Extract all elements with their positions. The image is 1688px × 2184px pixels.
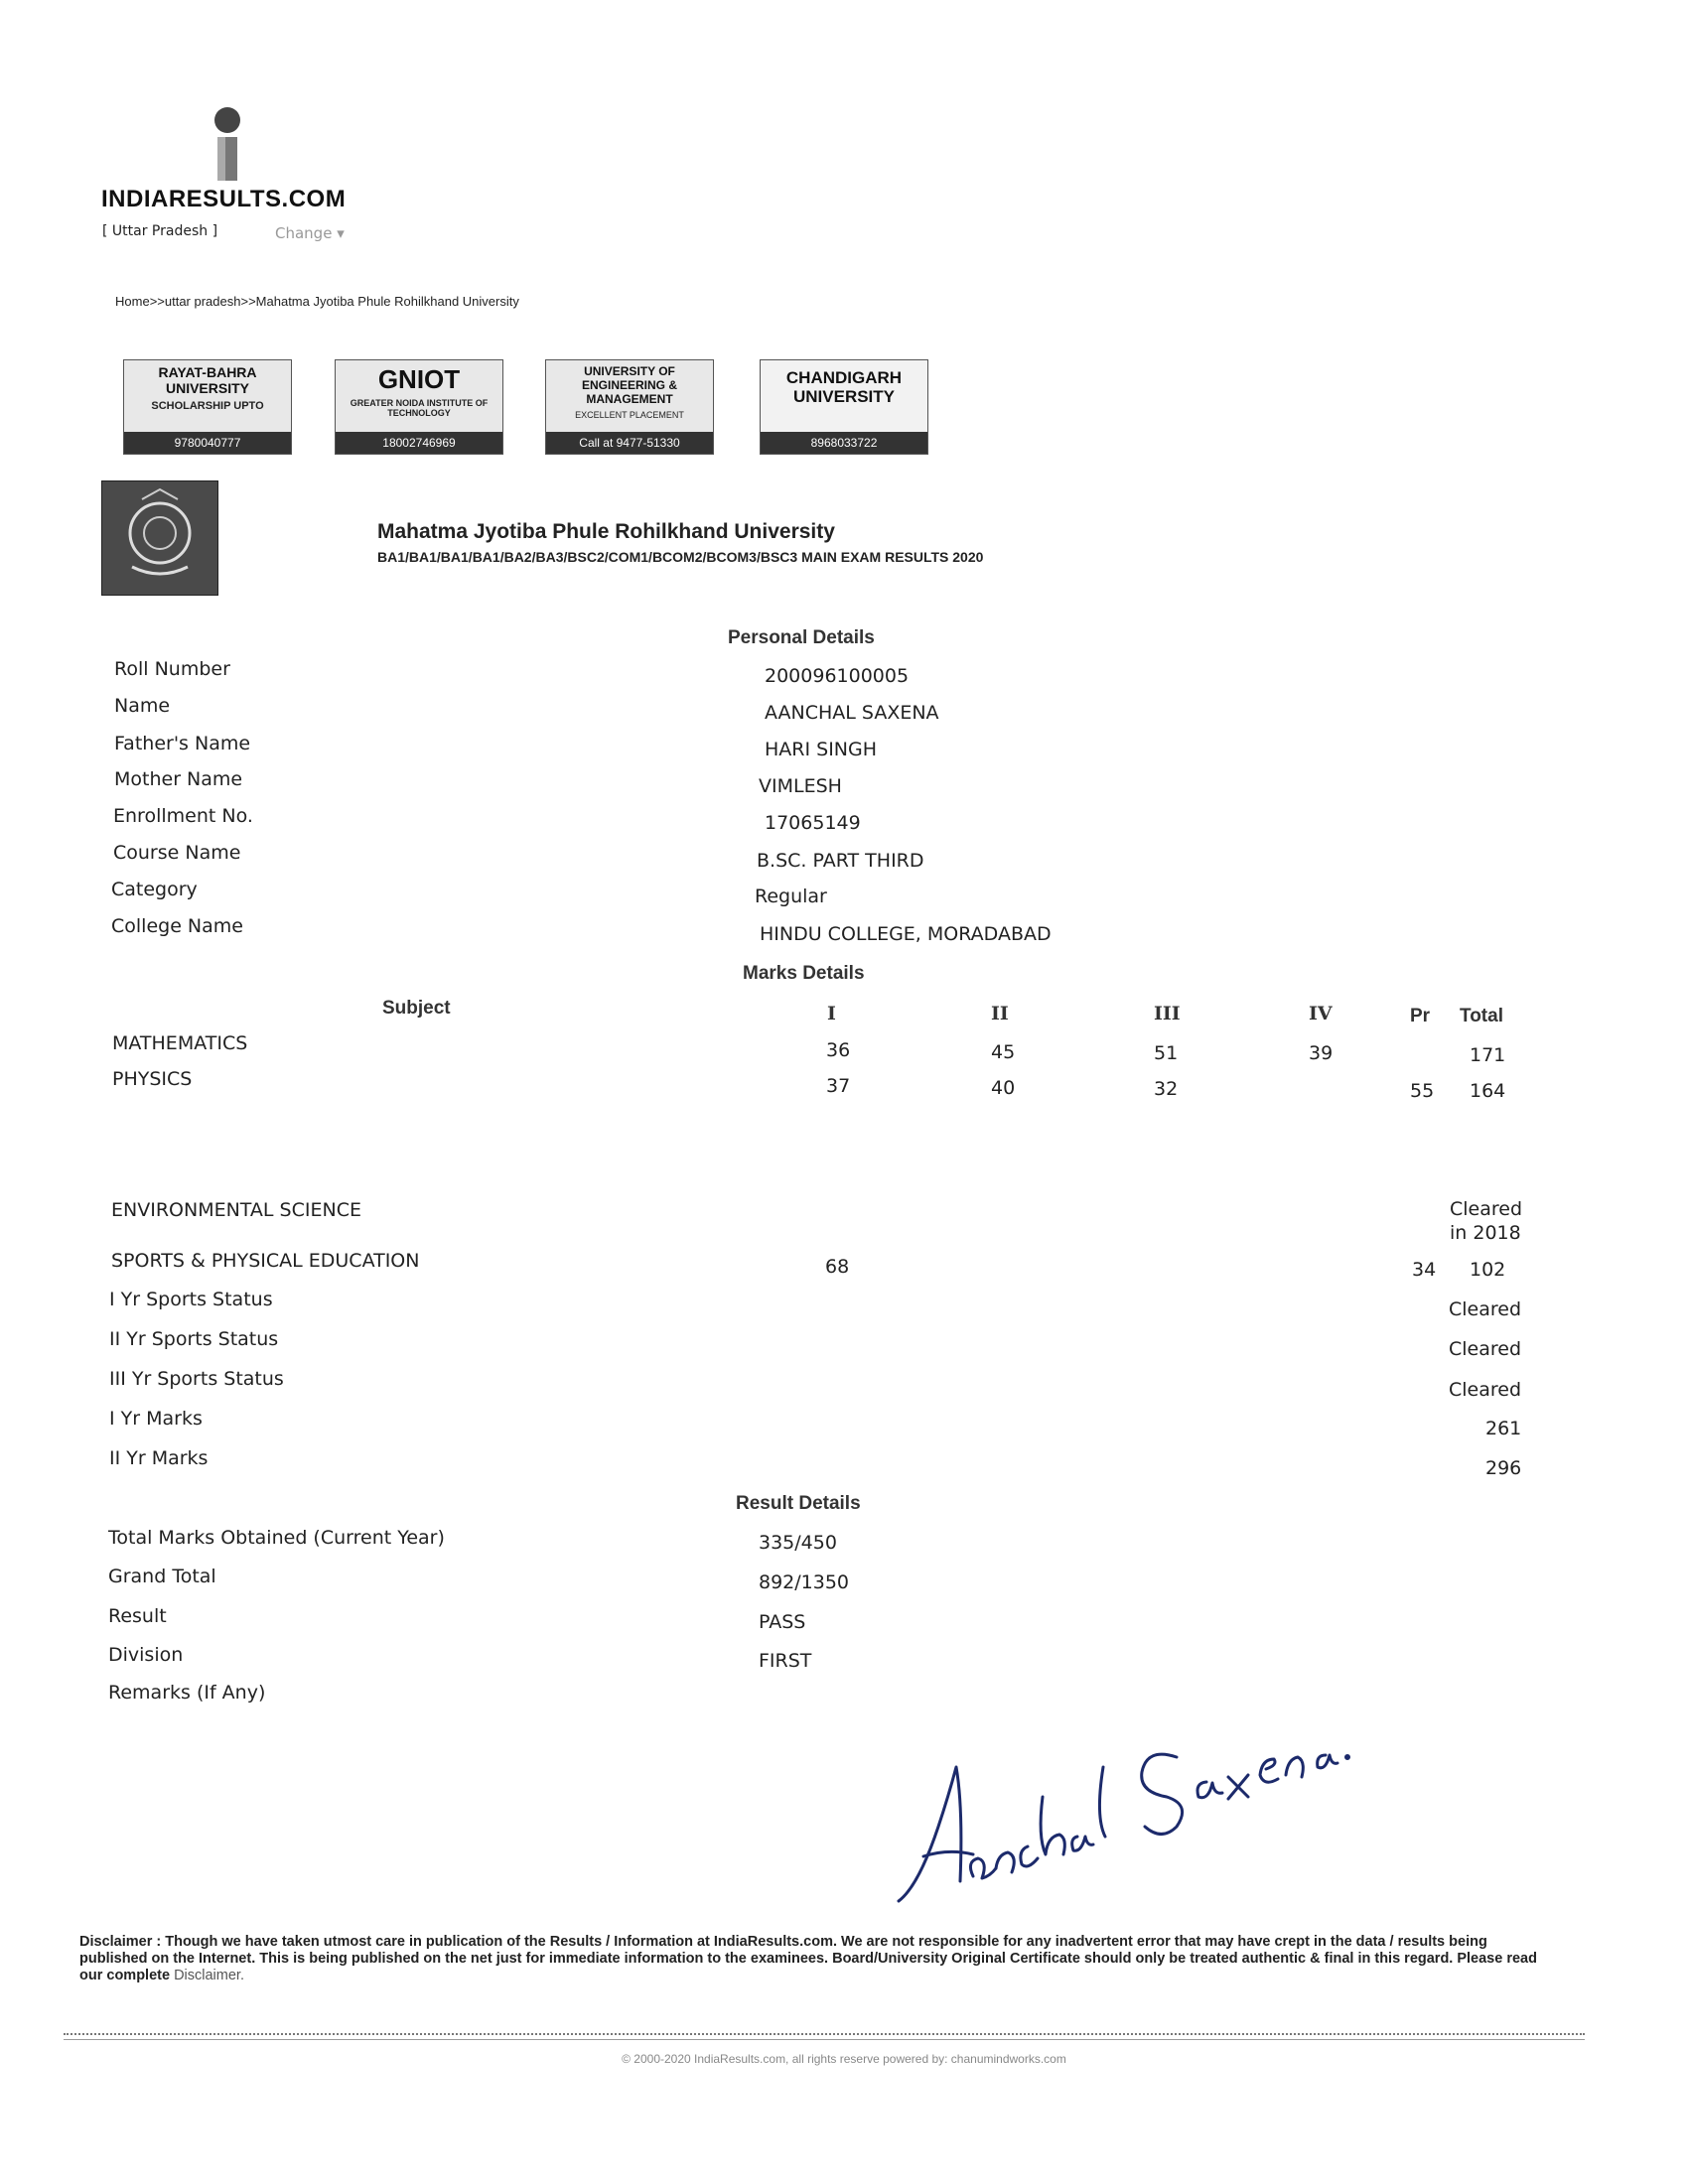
ad-title: CHANDIGARH UNIVERSITY xyxy=(785,368,903,406)
enrollment-label: Enrollment No. xyxy=(113,805,253,827)
personal-details-heading: Personal Details xyxy=(728,627,875,648)
category-value: Regular xyxy=(755,886,827,907)
state-label: [ Uttar Pradesh ] xyxy=(102,223,218,239)
total-marks-value: 335/450 xyxy=(759,1532,837,1554)
sports-status-year1-value: Cleared xyxy=(1449,1298,1522,1320)
father-name-label: Father's Name xyxy=(114,733,251,754)
college-name-value: HINDU COLLEGE, MORADABAD xyxy=(760,923,1052,945)
breadcrumb-separator: >> xyxy=(149,294,165,309)
grand-total-label: Grand Total xyxy=(108,1566,216,1587)
year1-marks-value: 261 xyxy=(1485,1418,1522,1439)
subject-total: 171 xyxy=(1470,1044,1506,1066)
paper-iii-mark: 51 xyxy=(1154,1042,1179,1064)
sports-paper-i-mark: 68 xyxy=(825,1256,850,1278)
year1-marks-label: I Yr Marks xyxy=(109,1408,203,1430)
sports-subject-name: SPORTS & PHYSICAL EDUCATION xyxy=(111,1250,420,1272)
marks-details-heading: Marks Details xyxy=(743,963,865,984)
subject-name: MATHEMATICS xyxy=(112,1032,248,1054)
footer-divider xyxy=(64,2033,1585,2040)
course-name-value: B.SC. PART THIRD xyxy=(757,850,924,872)
division-label: Division xyxy=(108,1644,184,1666)
practical-column-header: Pr xyxy=(1410,1006,1431,1026)
mother-name-label: Mother Name xyxy=(114,768,243,790)
course-name-label: Course Name xyxy=(113,842,241,864)
breadcrumb-university: Mahatma Jyotiba Phule Rohilkhand University xyxy=(255,294,519,309)
subject-name: PHYSICS xyxy=(112,1068,193,1090)
disclaimer-link[interactable]: Disclaimer. xyxy=(174,1968,244,1983)
year2-marks-label: II Yr Marks xyxy=(109,1447,209,1469)
college-name-label: College Name xyxy=(111,915,243,937)
division-value: FIRST xyxy=(759,1650,812,1672)
ad-subtitle: GREATER NOIDA INSTITUTE OF TECHNOLOGY xyxy=(350,398,489,418)
subject-total: 164 xyxy=(1470,1080,1506,1102)
paper-iv-mark: 39 xyxy=(1309,1042,1334,1064)
ad-subtitle: EXCELLENT PLACEMENT xyxy=(575,410,684,420)
result-value: PASS xyxy=(759,1611,806,1633)
ad-banner-gniot[interactable] xyxy=(335,359,503,455)
roll-number-value: 200096100005 xyxy=(765,665,910,687)
exam-title: BA1/BA1/BA1/BA1/BA2/BA3/BSC2/COM1/BCOM2/BCOM3/BSC3 MAIN EXAM RESULTS 2020 xyxy=(377,549,984,565)
breadcrumb-separator: >> xyxy=(240,294,256,309)
breadcrumb-home[interactable]: Home xyxy=(115,294,150,309)
signature-handwritten xyxy=(879,1688,1355,1926)
paper-i-mark: 37 xyxy=(826,1075,851,1097)
university-seal-icon xyxy=(101,480,218,596)
env-science-status-year: in 2018 xyxy=(1450,1222,1521,1244)
sports-status-year2-value: Cleared xyxy=(1449,1338,1522,1360)
ad-subtitle: SCHOLARSHIP UPTO xyxy=(151,400,264,412)
ad-title: UNIVERSITY OF ENGINEERING & MANAGEMENT xyxy=(581,364,677,406)
year2-marks-value: 296 xyxy=(1485,1457,1522,1479)
sports-total: 102 xyxy=(1470,1259,1506,1281)
paper-iv-column-header: IV xyxy=(1309,1003,1333,1024)
sports-status-year2-label: II Yr Sports Status xyxy=(109,1328,279,1350)
paper-ii-mark: 45 xyxy=(991,1041,1016,1063)
sports-status-year3-label: III Yr Sports Status xyxy=(109,1368,284,1390)
breadcrumb-state[interactable]: uttar pradesh xyxy=(164,294,241,309)
university-name: Mahatma Jyotiba Phule Rohilkhand University xyxy=(377,520,835,543)
sports-status-year1-label: I Yr Sports Status xyxy=(109,1289,273,1310)
name-value: AANCHAL SAXENA xyxy=(765,702,939,724)
enrollment-value: 17065149 xyxy=(765,812,861,834)
roll-number-label: Roll Number xyxy=(114,658,230,680)
ad-phone: 18002746969 xyxy=(336,432,502,454)
env-science-name: ENVIRONMENTAL SCIENCE xyxy=(111,1199,361,1221)
disclaimer-text: Disclaimer : Though we have taken utmost care in publication of the Results / Information at IndiaResults.com. We are not responsible for any inadvertent error that may have crept in the data / results being published on the Internet. This is being published on the net just for immediate information to the examinees. Board/University Original Certificate should only be treated authentic & final in this regard. Please read our complete xyxy=(79,1934,1537,1983)
ad-phone: Call at 9477-51330 xyxy=(546,432,713,454)
paper-ii-mark: 40 xyxy=(991,1077,1016,1099)
indiaresults-logo-icon xyxy=(204,104,253,184)
category-label: Category xyxy=(111,879,198,900)
paper-ii-column-header: II xyxy=(991,1003,1009,1024)
sports-practical-mark: 34 xyxy=(1412,1259,1437,1281)
breadcrumb xyxy=(115,294,519,309)
footer-copyright: © 2000-2020 IndiaResults.com, all rights reserve powered by: chanumindworks.com xyxy=(622,2052,1066,2066)
mother-name-value: VIMLESH xyxy=(759,775,842,797)
paper-iii-mark: 32 xyxy=(1154,1078,1179,1100)
paper-iii-column-header: III xyxy=(1154,1003,1181,1024)
change-state-dropdown[interactable]: Change ▾ xyxy=(275,224,345,242)
ad-phone: 9780040777 xyxy=(124,432,291,454)
total-column-header: Total xyxy=(1460,1006,1503,1026)
subject-column-header: Subject xyxy=(382,998,451,1019)
total-marks-label: Total Marks Obtained (Current Year) xyxy=(108,1527,445,1549)
name-label: Name xyxy=(114,695,171,717)
grand-total-value: 892/1350 xyxy=(759,1571,850,1593)
practical-mark: 55 xyxy=(1410,1080,1435,1102)
site-logo-text[interactable]: INDIARESULTS.COM xyxy=(101,186,347,212)
paper-i-column-header: I xyxy=(827,1003,836,1024)
ad-title: GNIOT xyxy=(377,364,461,394)
env-science-status: Cleared xyxy=(1450,1198,1523,1220)
result-label: Result xyxy=(108,1605,167,1627)
father-name-value: HARI SINGH xyxy=(765,739,878,760)
ad-phone: 8968033722 xyxy=(761,432,927,454)
ad-banner-rayat-bahra[interactable] xyxy=(123,359,292,455)
remarks-label: Remarks (If Any) xyxy=(108,1682,266,1704)
ad-banner-chandigarh[interactable] xyxy=(760,359,928,455)
ad-banner-uem[interactable] xyxy=(545,359,714,455)
ad-title: RAYAT-BAHRA UNIVERSITY xyxy=(158,364,257,396)
paper-i-mark: 36 xyxy=(826,1039,851,1061)
disclaimer xyxy=(79,1934,1549,1984)
result-details-heading: Result Details xyxy=(736,1493,861,1514)
sports-status-year3-value: Cleared xyxy=(1449,1379,1522,1401)
